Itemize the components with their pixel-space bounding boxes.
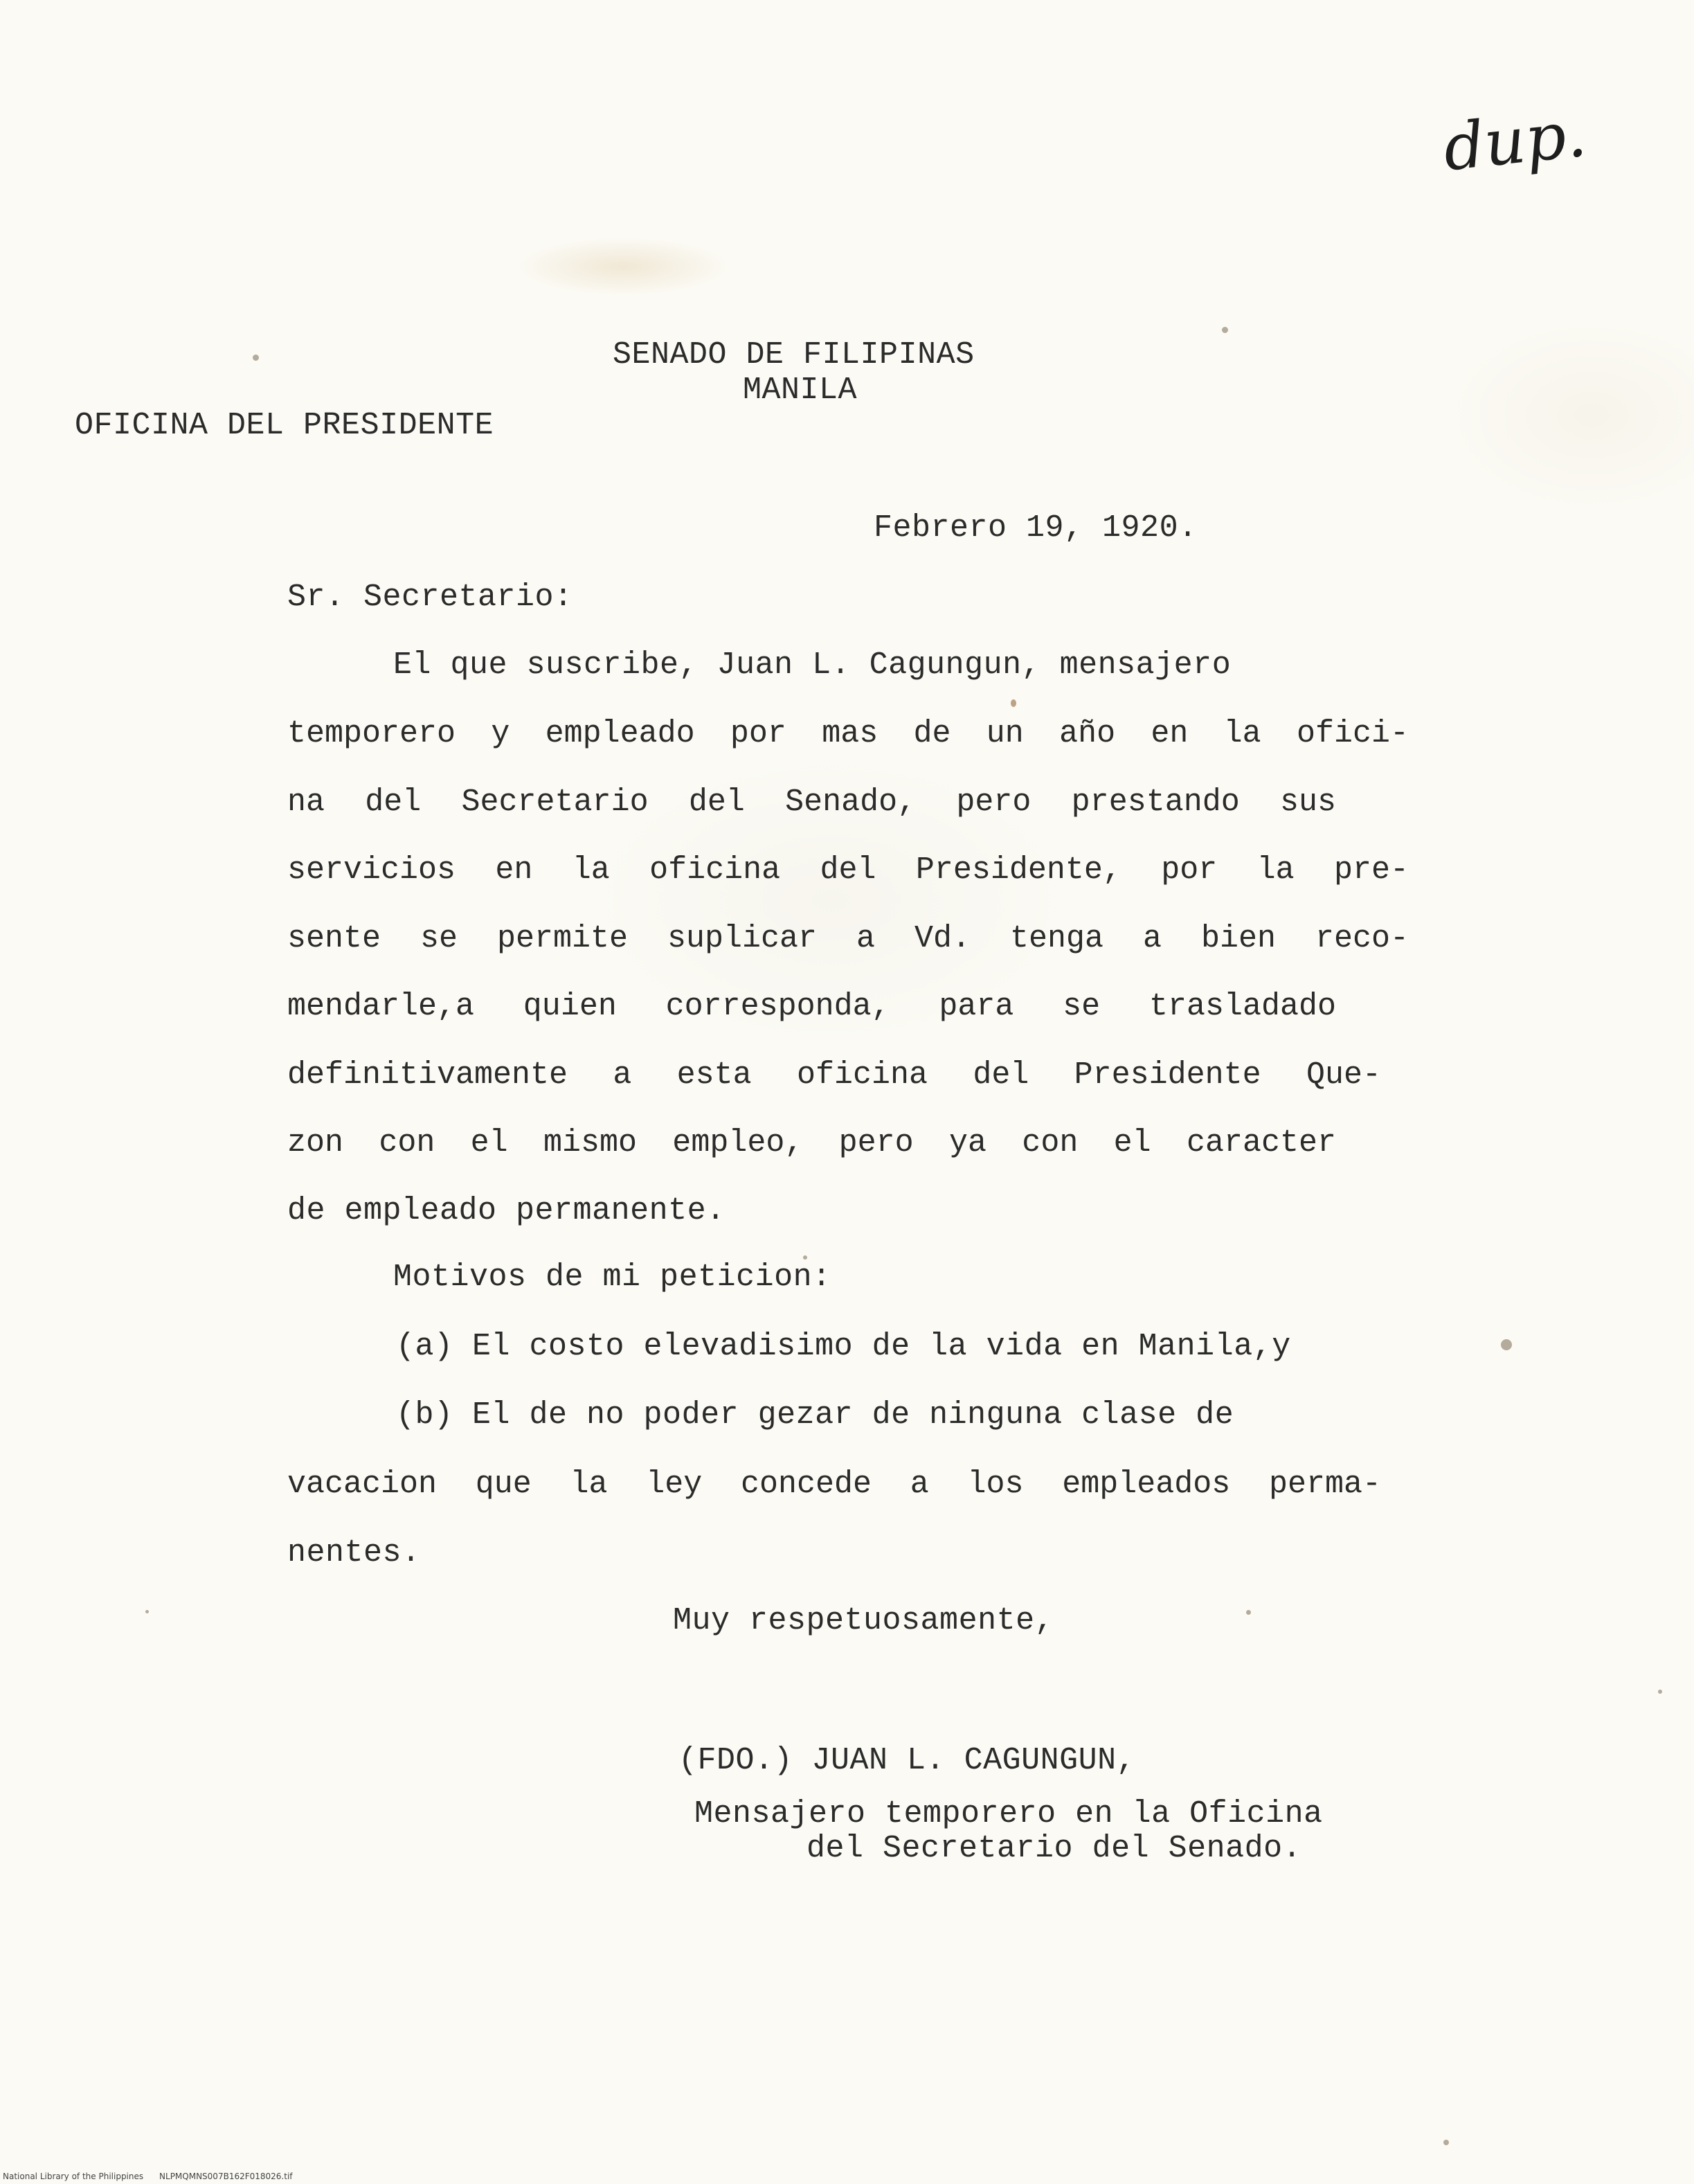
footer-library: National Library of the Philippines	[3, 2172, 144, 2181]
paragraph-line: zon con el mismo empleo, pero ya con el caracter	[287, 1125, 1336, 1161]
paper-speck	[1011, 699, 1016, 707]
motive-b-line: nentes.	[287, 1535, 421, 1570]
paper-speck	[1501, 1339, 1512, 1350]
paragraph-line: na del Secretario del Senado, pero prestando sus	[287, 785, 1336, 820]
paragraph-line: temporero y empleado por mas de un año en la ofici-	[287, 716, 1409, 751]
closing: Muy respetuosamente,	[673, 1603, 1054, 1638]
motive-b-line: vacacion que la ley concede a los empleados perma-	[287, 1467, 1381, 1502]
motive-b-line: (b) El de no poder gezar de ninguna clase de	[396, 1397, 1234, 1433]
handwritten-annotation: dup.	[1439, 96, 1590, 186]
paragraph-line: definitivamente a esta oficina del Presidente Que-	[287, 1057, 1381, 1093]
signature-title: del Secretario del Senado.	[807, 1831, 1302, 1866]
signature-title: Mensajero temporero en la Oficina	[694, 1796, 1323, 1832]
paragraph-line: servicios en la oficina del Presidente, por la pre-	[287, 852, 1409, 888]
signature-name: (FDO.) JUAN L. CAGUNGUN,	[678, 1743, 1136, 1778]
paper-speck	[1222, 327, 1228, 333]
letterhead-city: MANILA	[743, 373, 858, 408]
paragraph-line: sente se permite suplicar a Vd. tenga a bien reco-	[287, 921, 1409, 956]
paper-speck	[1443, 2140, 1449, 2145]
paper-speck	[1246, 1610, 1251, 1615]
footer-file: NLPMQMNS007B162F018026.tif	[159, 2172, 293, 2181]
letterhead-senate: SENADO DE FILIPINAS	[613, 337, 975, 373]
letter-date: Febrero 19, 1920.	[874, 510, 1198, 546]
paragraph-line: de empleado permanente.	[287, 1193, 726, 1228]
paper-speck	[1658, 1690, 1662, 1694]
motives-heading: Motivos de mi peticion:	[393, 1260, 831, 1295]
paper-speck	[253, 355, 259, 361]
paragraph-line: El que suscribe, Juan L. Cagungun, mensajero	[393, 647, 1232, 683]
paragraph-line: mendarle,a quien corresponda, para se trasladado	[287, 989, 1336, 1024]
letterhead-office: OFICINA DEL PRESIDENTE	[75, 408, 494, 443]
paper-speck	[145, 1610, 149, 1613]
motive-a: (a) El costo elevadisimo de la vida en Manila,y	[396, 1329, 1291, 1364]
scan-footer	[3, 2172, 293, 2181]
salutation: Sr. Secretario:	[287, 580, 573, 615]
